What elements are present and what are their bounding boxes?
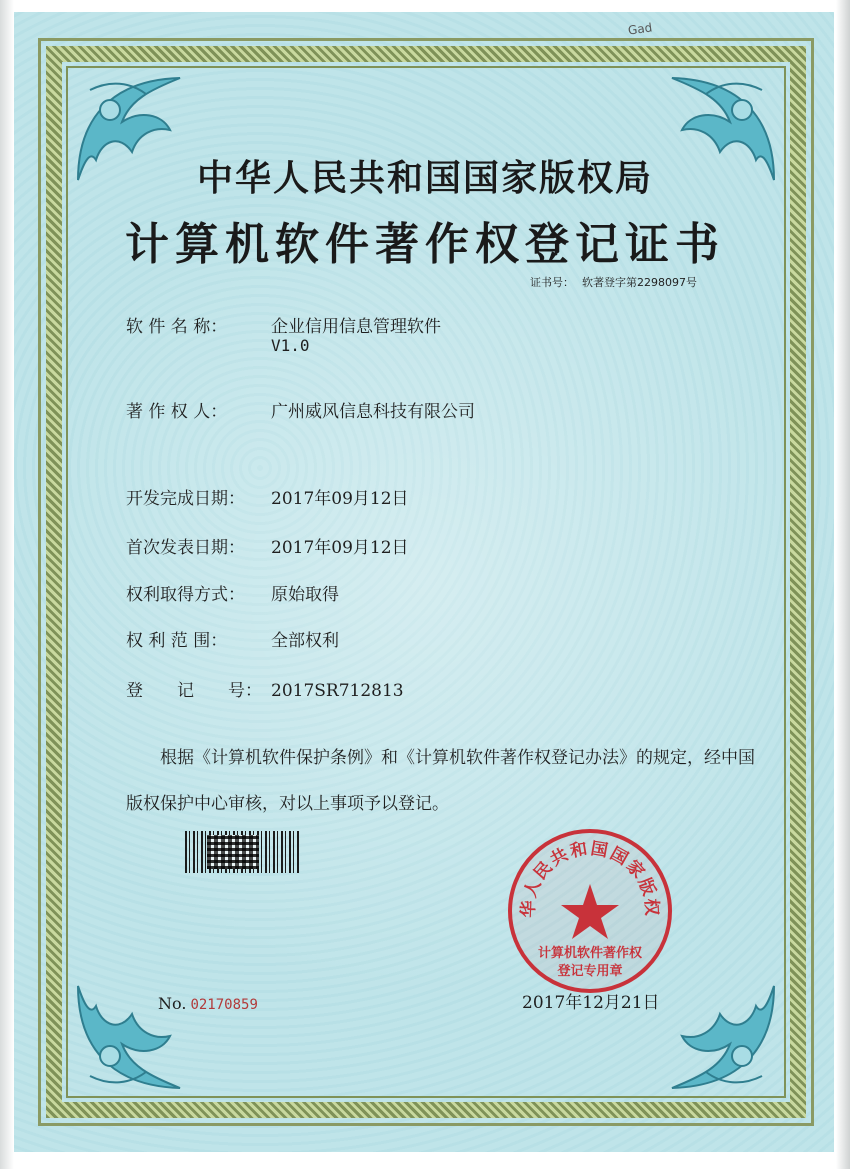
certificate-number-label: 证书号： xyxy=(530,276,574,289)
rights-scope-label: 权 利 范 围： xyxy=(126,631,228,651)
copyright-owner-value: 广州威风信息科技有限公司 xyxy=(271,402,475,422)
registration-number-value: 2017SR712813 xyxy=(271,681,404,701)
handwritten-note: Gad xyxy=(627,20,654,38)
registration-number-label: 登 记 号： xyxy=(126,681,262,701)
registration-statement: 根据《计算机软件保护条例》和《计算机软件著作权登记办法》的规定，经中国版权保护中心审核，对以上事项予以登记。 xyxy=(126,748,755,814)
publication-date-row xyxy=(126,533,409,558)
barcode xyxy=(185,831,300,873)
serial-value: 02170859 xyxy=(190,997,258,1013)
official-seal xyxy=(505,826,675,996)
software-name-row xyxy=(126,312,441,337)
software-name-label: 软 件 名 称： xyxy=(126,317,228,337)
issuing-agency: 中华人民共和国国家版权局 xyxy=(196,157,653,199)
rights-scope-value: 全部权利 xyxy=(271,631,339,651)
qr-code-icon xyxy=(207,835,259,869)
acquisition-method-row xyxy=(126,580,339,605)
rights-scope-row xyxy=(126,626,339,651)
certificate-number-value: 软著登字第2298097号 xyxy=(582,276,697,289)
certificate-title: 计算机软件著作权登记证书 xyxy=(125,219,725,270)
development-date-row xyxy=(126,484,409,509)
publication-date-value: 2017年09月12日 xyxy=(271,538,409,558)
issue-date: 2017年12月21日 xyxy=(522,993,660,1013)
software-name-value: 企业信用信息管理软件 xyxy=(271,317,441,337)
seal-ring-text: 华人民共和国国家版权 xyxy=(518,838,662,918)
acquisition-method-value: 原始取得 xyxy=(271,585,339,605)
serial-prefix: No. xyxy=(158,994,187,1013)
copyright-owner-row xyxy=(126,397,475,422)
copyright-owner-label: 著 作 权 人： xyxy=(126,402,228,422)
software-version: V1.0 xyxy=(271,336,310,355)
development-date-label: 开发完成日期： xyxy=(126,489,245,509)
acquisition-method-label: 权利取得方式： xyxy=(126,585,245,605)
seal-line-1: 计算机软件著作权 xyxy=(537,946,642,961)
publication-date-label: 首次发表日期： xyxy=(126,538,245,558)
seal-line-2: 登记专用章 xyxy=(557,964,623,979)
certificate-number xyxy=(530,274,705,290)
registration-number-row xyxy=(126,676,404,701)
development-date-value: 2017年09月12日 xyxy=(271,489,409,509)
serial-number xyxy=(158,994,258,1013)
corner-ornament-icon xyxy=(662,976,782,1096)
